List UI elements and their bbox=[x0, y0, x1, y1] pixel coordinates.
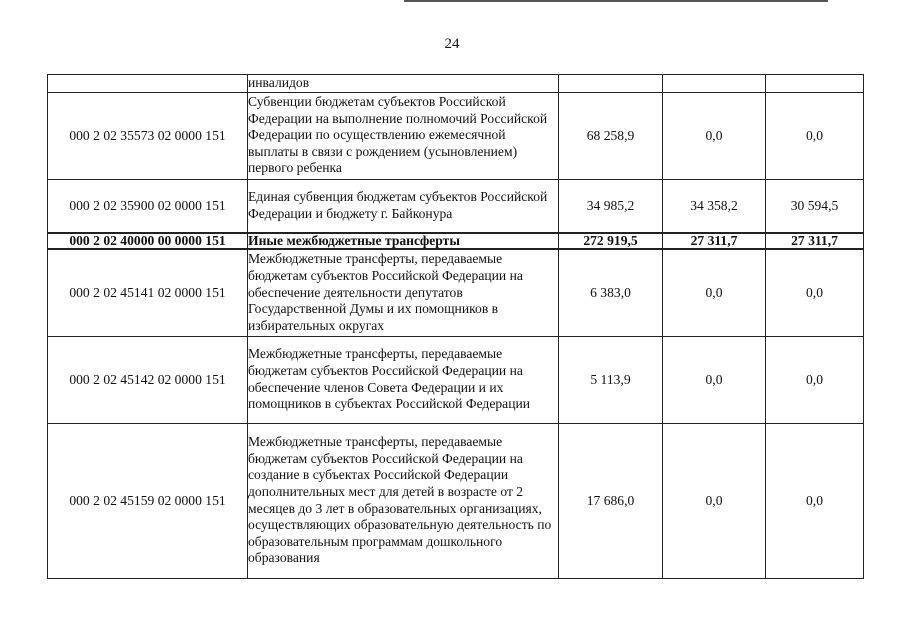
budget-code-cell: 000 2 02 35573 02 0000 151 bbox=[48, 92, 248, 179]
budget-table bbox=[47, 74, 864, 579]
description-cell: инвалидов bbox=[248, 75, 559, 93]
amount-cell: 0,0 bbox=[766, 423, 864, 578]
budget-code-cell: 000 2 02 45159 02 0000 151 bbox=[48, 423, 248, 578]
table-row bbox=[48, 75, 864, 93]
budget-code-cell: 000 2 02 35900 02 0000 151 bbox=[48, 179, 248, 233]
budget-code-cell: 000 2 02 45141 02 0000 151 bbox=[48, 249, 248, 336]
table-row-total bbox=[48, 233, 864, 249]
page-number: 24 bbox=[444, 36, 460, 52]
amount-cell bbox=[559, 75, 663, 93]
amount-cell: 0,0 bbox=[663, 249, 766, 336]
table-row bbox=[48, 179, 864, 233]
amount-cell: 0,0 bbox=[766, 249, 864, 336]
table-row bbox=[48, 92, 864, 179]
amount-cell bbox=[766, 75, 864, 93]
description-cell: Единая субвенция бюджетам субъектов Российской Федерации и бюджету г. Байконура bbox=[248, 179, 559, 233]
amount-cell: 68 258,9 bbox=[559, 92, 663, 179]
description-cell: Межбюджетные трансферты, передаваемые бюджетам субъектов Российской Федерации на создание в субъектах Российской Федерации дополнительных мест для детей в возрасте от 2 месяцев до 3 лет в образовательных организациях, осуществляющих образовательную деятельность по образовательным программам дошкольного образования bbox=[248, 423, 559, 578]
table-row bbox=[48, 249, 864, 336]
budget-code-cell: 000 2 02 45142 02 0000 151 bbox=[48, 336, 248, 423]
description-cell: Межбюджетные трансферты, передаваемые бюджетам субъектов Российской Федерации на обеспечение деятельности депутатов Государственной Думы и их помощников в избирательных округах bbox=[248, 249, 559, 336]
description-cell: Межбюджетные трансферты, передаваемые бюджетам субъектов Российской Федерации на обеспечение членов Совета Федерации и их помощников в субъектах Российской Федерации bbox=[248, 336, 559, 423]
table-row bbox=[48, 336, 864, 423]
top-rule bbox=[404, 0, 828, 2]
amount-cell: 30 594,5 bbox=[766, 179, 864, 233]
amount-cell: 0,0 bbox=[766, 336, 864, 423]
amount-cell: 34 358,2 bbox=[663, 179, 766, 233]
amount-cell: 0,0 bbox=[663, 423, 766, 578]
description-cell: Иные межбюджетные трансферты bbox=[248, 233, 559, 249]
amount-cell: 17 686,0 bbox=[559, 423, 663, 578]
amount-cell: 0,0 bbox=[663, 92, 766, 179]
amount-cell: 5 113,9 bbox=[559, 336, 663, 423]
amount-cell: 0,0 bbox=[766, 92, 864, 179]
amount-cell: 27 311,7 bbox=[663, 233, 766, 249]
amount-cell: 34 985,2 bbox=[559, 179, 663, 233]
amount-cell bbox=[663, 75, 766, 93]
budget-code-cell bbox=[48, 75, 248, 93]
budget-code-cell: 000 2 02 40000 00 0000 151 bbox=[48, 233, 248, 249]
table-row bbox=[48, 423, 864, 578]
amount-cell: 0,0 bbox=[663, 336, 766, 423]
amount-cell: 6 383,0 bbox=[559, 249, 663, 336]
amount-cell: 272 919,5 bbox=[559, 233, 663, 249]
amount-cell: 27 311,7 bbox=[766, 233, 864, 249]
description-cell: Субвенции бюджетам субъектов Российской Федерации на выполнение полномочий Российской Федерации по осуществлению ежемесячной выплаты в связи с рождением (усыновлением) первого ребенка bbox=[248, 92, 559, 179]
